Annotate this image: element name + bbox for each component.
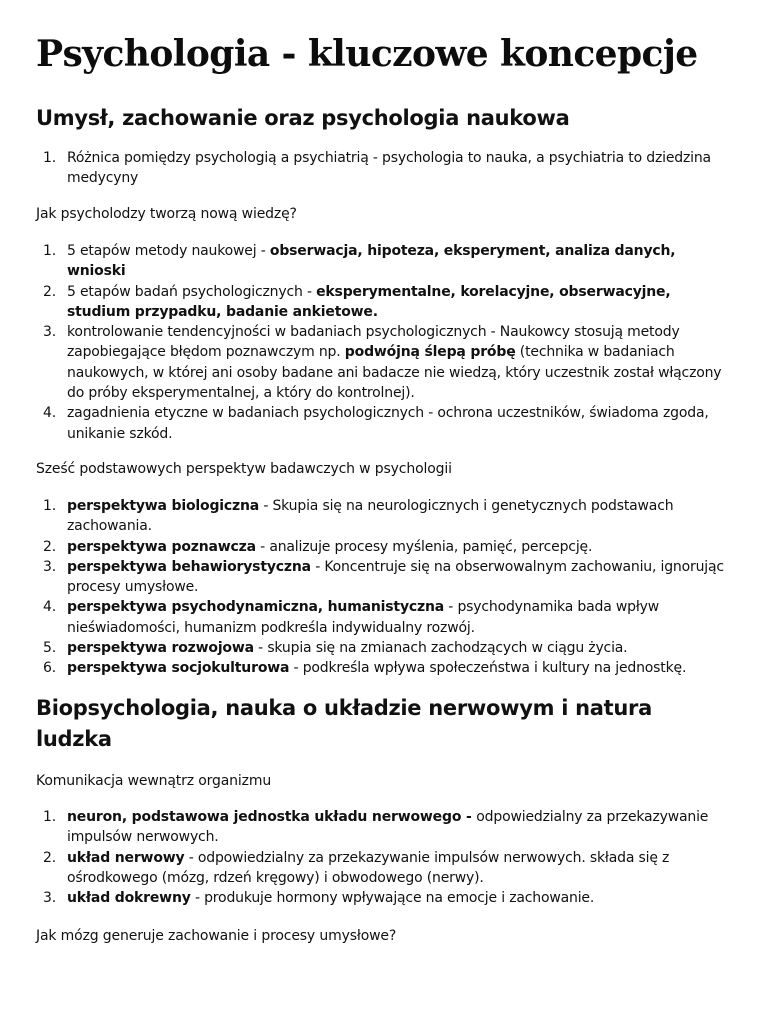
list-research-methods bbox=[36, 241, 736, 444]
paragraph: Komunikacja wewnątrz organizmu bbox=[36, 773, 272, 789]
list-item: 2. układ nerwowy - odpowiedzialny za przekazywanie impulsów nerwowych. składa się z ośrodkowego (mózg, rdzeń kręgowy) i obwodowego (nerwy). bbox=[43, 849, 670, 886]
section-heading: Umysł, zachowanie oraz psychologia naukowa bbox=[36, 106, 570, 130]
list-item: 6. perspektywa socjokulturowa - podkreśla wpływa społeczeństwa i kultury na jednostkę. bbox=[43, 660, 687, 677]
list-item: 1. perspektywa biologiczna - Skupia się na neurologicznych i genetycznych podstawach zachowania. bbox=[43, 498, 674, 535]
list-differences bbox=[36, 148, 736, 189]
section-heading: Biopsychologia, nauka o układzie nerwowym i natura ludzka bbox=[36, 696, 652, 751]
list-item: 3. układ dokrewny - produkuje hormony wpływające na emocje i zachowanie. bbox=[43, 890, 595, 907]
list-item: 3. kontrolowanie tendencyjności w badaniach psychologicznych - Naukowcy stosują metody zapobiegające błędom poznawczym np. podwójną ślepą próbę (technika w badaniach naukowych, w której ani osoby badane ani badacze nie wiedzą, który uczestnik został włączony do próby eksperymentalnej, a który do kontrolnej). bbox=[43, 324, 722, 402]
list-item: 1. Różnica pomiędzy psychologią a psychiatrią - psychologia to nauka, a psychiatria to dziedzina medycyny bbox=[43, 150, 711, 187]
list-item: 5. perspektywa rozwojowa - skupia się na zmianach zachodzących w ciągu życia. bbox=[43, 640, 628, 657]
list-item: 2. perspektywa poznawcza - analizuje procesy myślenia, pamięć, percepcję. bbox=[43, 538, 593, 555]
section-1 bbox=[36, 103, 736, 134]
list-item: 4. zagadnienia etyczne w badaniach psychologicznych - ochrona uczestników, świadoma zgoda, unikanie szkód. bbox=[43, 405, 709, 442]
page-title: Psychologia - kluczowe koncepcje bbox=[36, 33, 698, 75]
list-perspectives bbox=[36, 496, 736, 679]
list-item: 1. 5 etapów metody naukowej - obserwacja, hipoteza, eksperyment, analiza danych, wnioski bbox=[43, 243, 676, 280]
list-item: 2. 5 etapów badań psychologicznych - eksperymentalne, korelacyjne, obserwacyjne, studium przypadku, badanie ankietowe. bbox=[43, 283, 671, 320]
paragraph: Jak psycholodzy tworzą nową wiedzę? bbox=[36, 206, 297, 222]
list-communication bbox=[36, 807, 736, 908]
paragraph: Jak mózg generuje zachowanie i procesy umysłowe? bbox=[36, 928, 397, 944]
section-2 bbox=[36, 693, 676, 755]
list-item: 1. neuron, podstawowa jednostka układu nerwowego - odpowiedzialny za przekazywanie impulsów nerwowych. bbox=[43, 809, 709, 846]
list-item: 3. perspektywa behawiorystyczna - Koncentruje się na obserwowalnym zachowaniu, ignorując procesy umysłowe. bbox=[43, 558, 724, 596]
list-item: 4. perspektywa psychodynamiczna, humanistyczna - psychodynamika bada wpływ nieświadomości, humanizm podkreśla indywidualny rozwój. bbox=[43, 599, 660, 636]
paragraph: Sześć podstawowych perspektyw badawczych w psychologii bbox=[36, 461, 452, 477]
